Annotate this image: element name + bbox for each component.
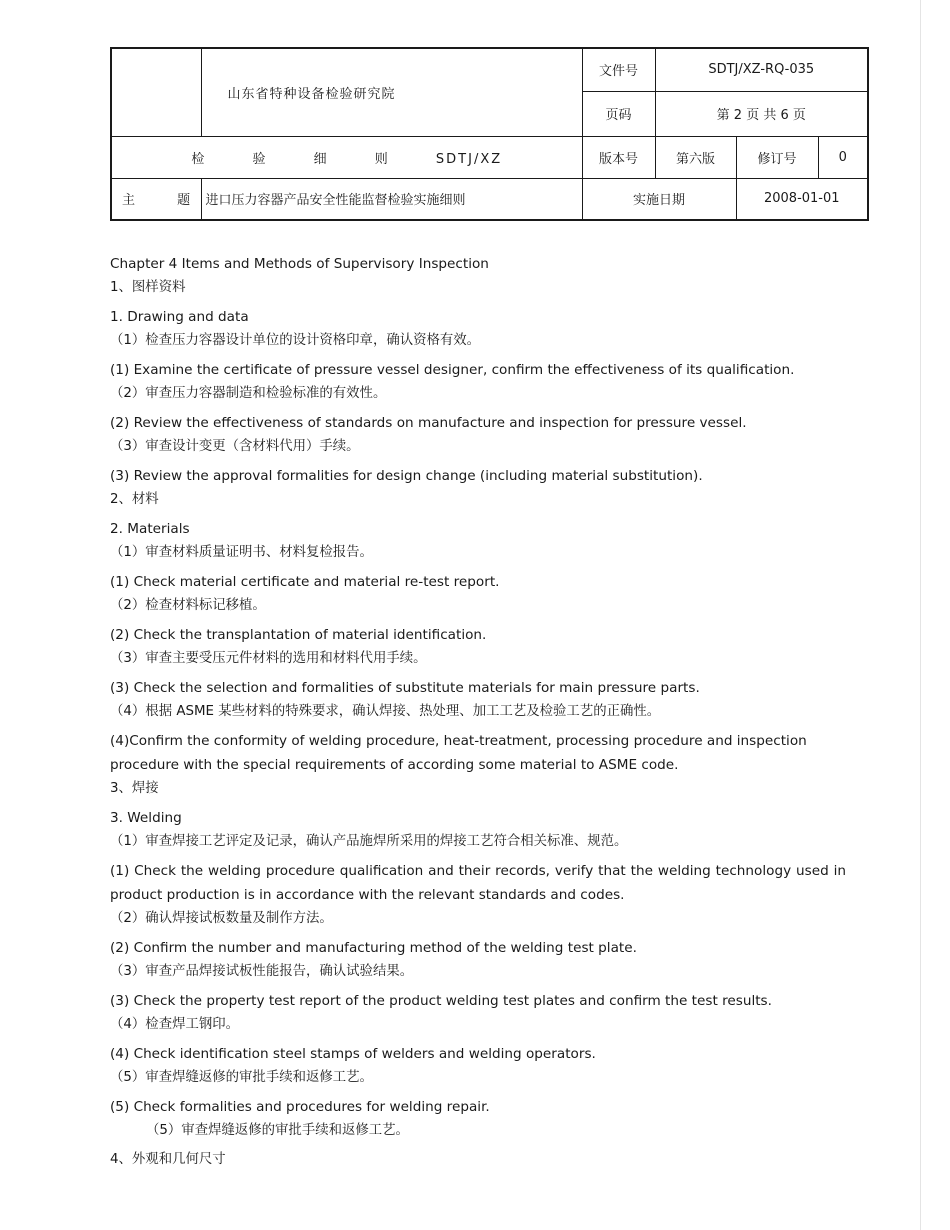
item-2-4-en: (4)Confirm the conformity of welding procedure, heat-treatment, processing procedure and inspection procedure with the special requirements of according some material to ASME code. [110,733,807,773]
item-3-5-zh: （5）审查焊缝返修的审批手续和返修工艺。 [110,1070,373,1085]
item-1-3-en: (3) Review the approval formalities for design change (including material substitution). [110,468,703,484]
page-edge-rule [920,0,921,1230]
subject-label-1: 主 [122,193,136,209]
page-label: 页码 [582,91,655,136]
section-2-heading-en: 2. Materials [110,521,190,537]
item-3-3-zh: （3）审查产品焊接试板性能报告，确认试验结果。 [110,964,414,979]
section-4-heading-zh: 4、外观和几何尺寸 [110,1152,226,1167]
item-1-2-zh: （2）审查压力容器制造和检验标准的有效性。 [110,386,387,401]
item-2-2-zh: （2）检查材料标记移植。 [110,598,266,613]
item-3-5-zh-repeat: （5）审查焊缝返修的审批手续和返修工艺。 [146,1123,409,1138]
item-3-2-zh: （2）确认焊接试板数量及制作方法。 [110,911,333,926]
revision-value: 0 [818,136,868,178]
item-1-1-en: (1) Examine the certificate of pressure vessel designer, confirm the effectiveness of its qualification. [110,362,795,378]
subject-value: 进口压力容器产品安全性能监督检验实施细则 [201,178,582,220]
rules-code: SDTJ/XZ [435,151,503,167]
item-2-3-en: (3) Check the selection and formalities of substitute materials for main pressure parts. [110,680,700,696]
institute-name: 山东省特种设备检验研究院 [201,48,582,136]
section-3-heading-en: 3. Welding [110,810,182,826]
item-2-1-en: (1) Check material certificate and material re-test report. [110,574,500,590]
section-3-heading-zh: 3、焊接 [110,781,159,796]
item-3-1-zh: （1）审查焊接工艺评定及记录，确认产品施焊所采用的焊接工艺符合相关标准、规范。 [110,834,628,849]
item-3-4-en: (4) Check identification steel stamps of welders and welding operators. [110,1046,596,1062]
impl-date-label: 实施日期 [582,178,736,220]
rules-label: 检 验 细 则 [191,151,410,167]
item-3-5-en: (5) Check formalities and procedures for welding repair. [110,1099,490,1115]
logo-cell [111,48,201,136]
item-3-1-en: (1) Check the welding procedure qualification and their records, verify that the welding technology used in product production is in accordance with the relevant standards and codes. [110,863,846,903]
item-2-2-en: (2) Check the transplantation of material identification. [110,627,487,643]
section-2-heading-zh: 2、材料 [110,492,159,507]
impl-date-value: 2008-01-01 [736,178,868,220]
rules-title-cell [111,136,582,178]
item-3-2-en: (2) Confirm the number and manufacturing method of the welding test plate. [110,940,637,956]
item-2-4-zh: （4）根据 ASME 某些材料的特殊要求，确认焊接、热处理、加工工艺及检验工艺的正确性。 [110,704,661,719]
item-2-1-zh: （1）审查材料质量证明书、材料复检报告。 [110,545,373,560]
file-no-value: SDTJ/XZ-RQ-035 [655,48,868,91]
item-1-3-zh: （3）审查设计变更（含材料代用）手续。 [110,439,360,454]
item-2-3-zh: （3）审查主要受压元件材料的选用和材料代用手续。 [110,651,427,666]
item-1-2-en: (2) Review the effectiveness of standards on manufacture and inspection for pressure vessel. [110,415,747,431]
subject-label-2: 题 [177,193,191,209]
item-3-3-en: (3) Check the property test report of the product welding test plates and confirm the test results. [110,993,772,1009]
document-body [110,252,846,1177]
file-no-label: 文件号 [582,48,655,91]
revision-label: 修订号 [736,136,818,178]
chapter-title: Chapter 4 Items and Methods of Supervisory Inspection [110,256,489,272]
subject-label [111,178,201,220]
section-1-heading-zh: 1、图样资料 [110,280,186,295]
document-header-table [110,47,869,221]
page-number: 第 2 页 共 6 页 [655,91,868,136]
version-value: 第六版 [655,136,736,178]
version-label: 版本号 [582,136,655,178]
item-1-1-zh: （1）检查压力容器设计单位的设计资格印章，确认资格有效。 [110,333,481,348]
section-1-heading-en: 1. Drawing and data [110,309,249,325]
item-3-4-zh: （4）检查焊工钢印。 [110,1017,240,1032]
